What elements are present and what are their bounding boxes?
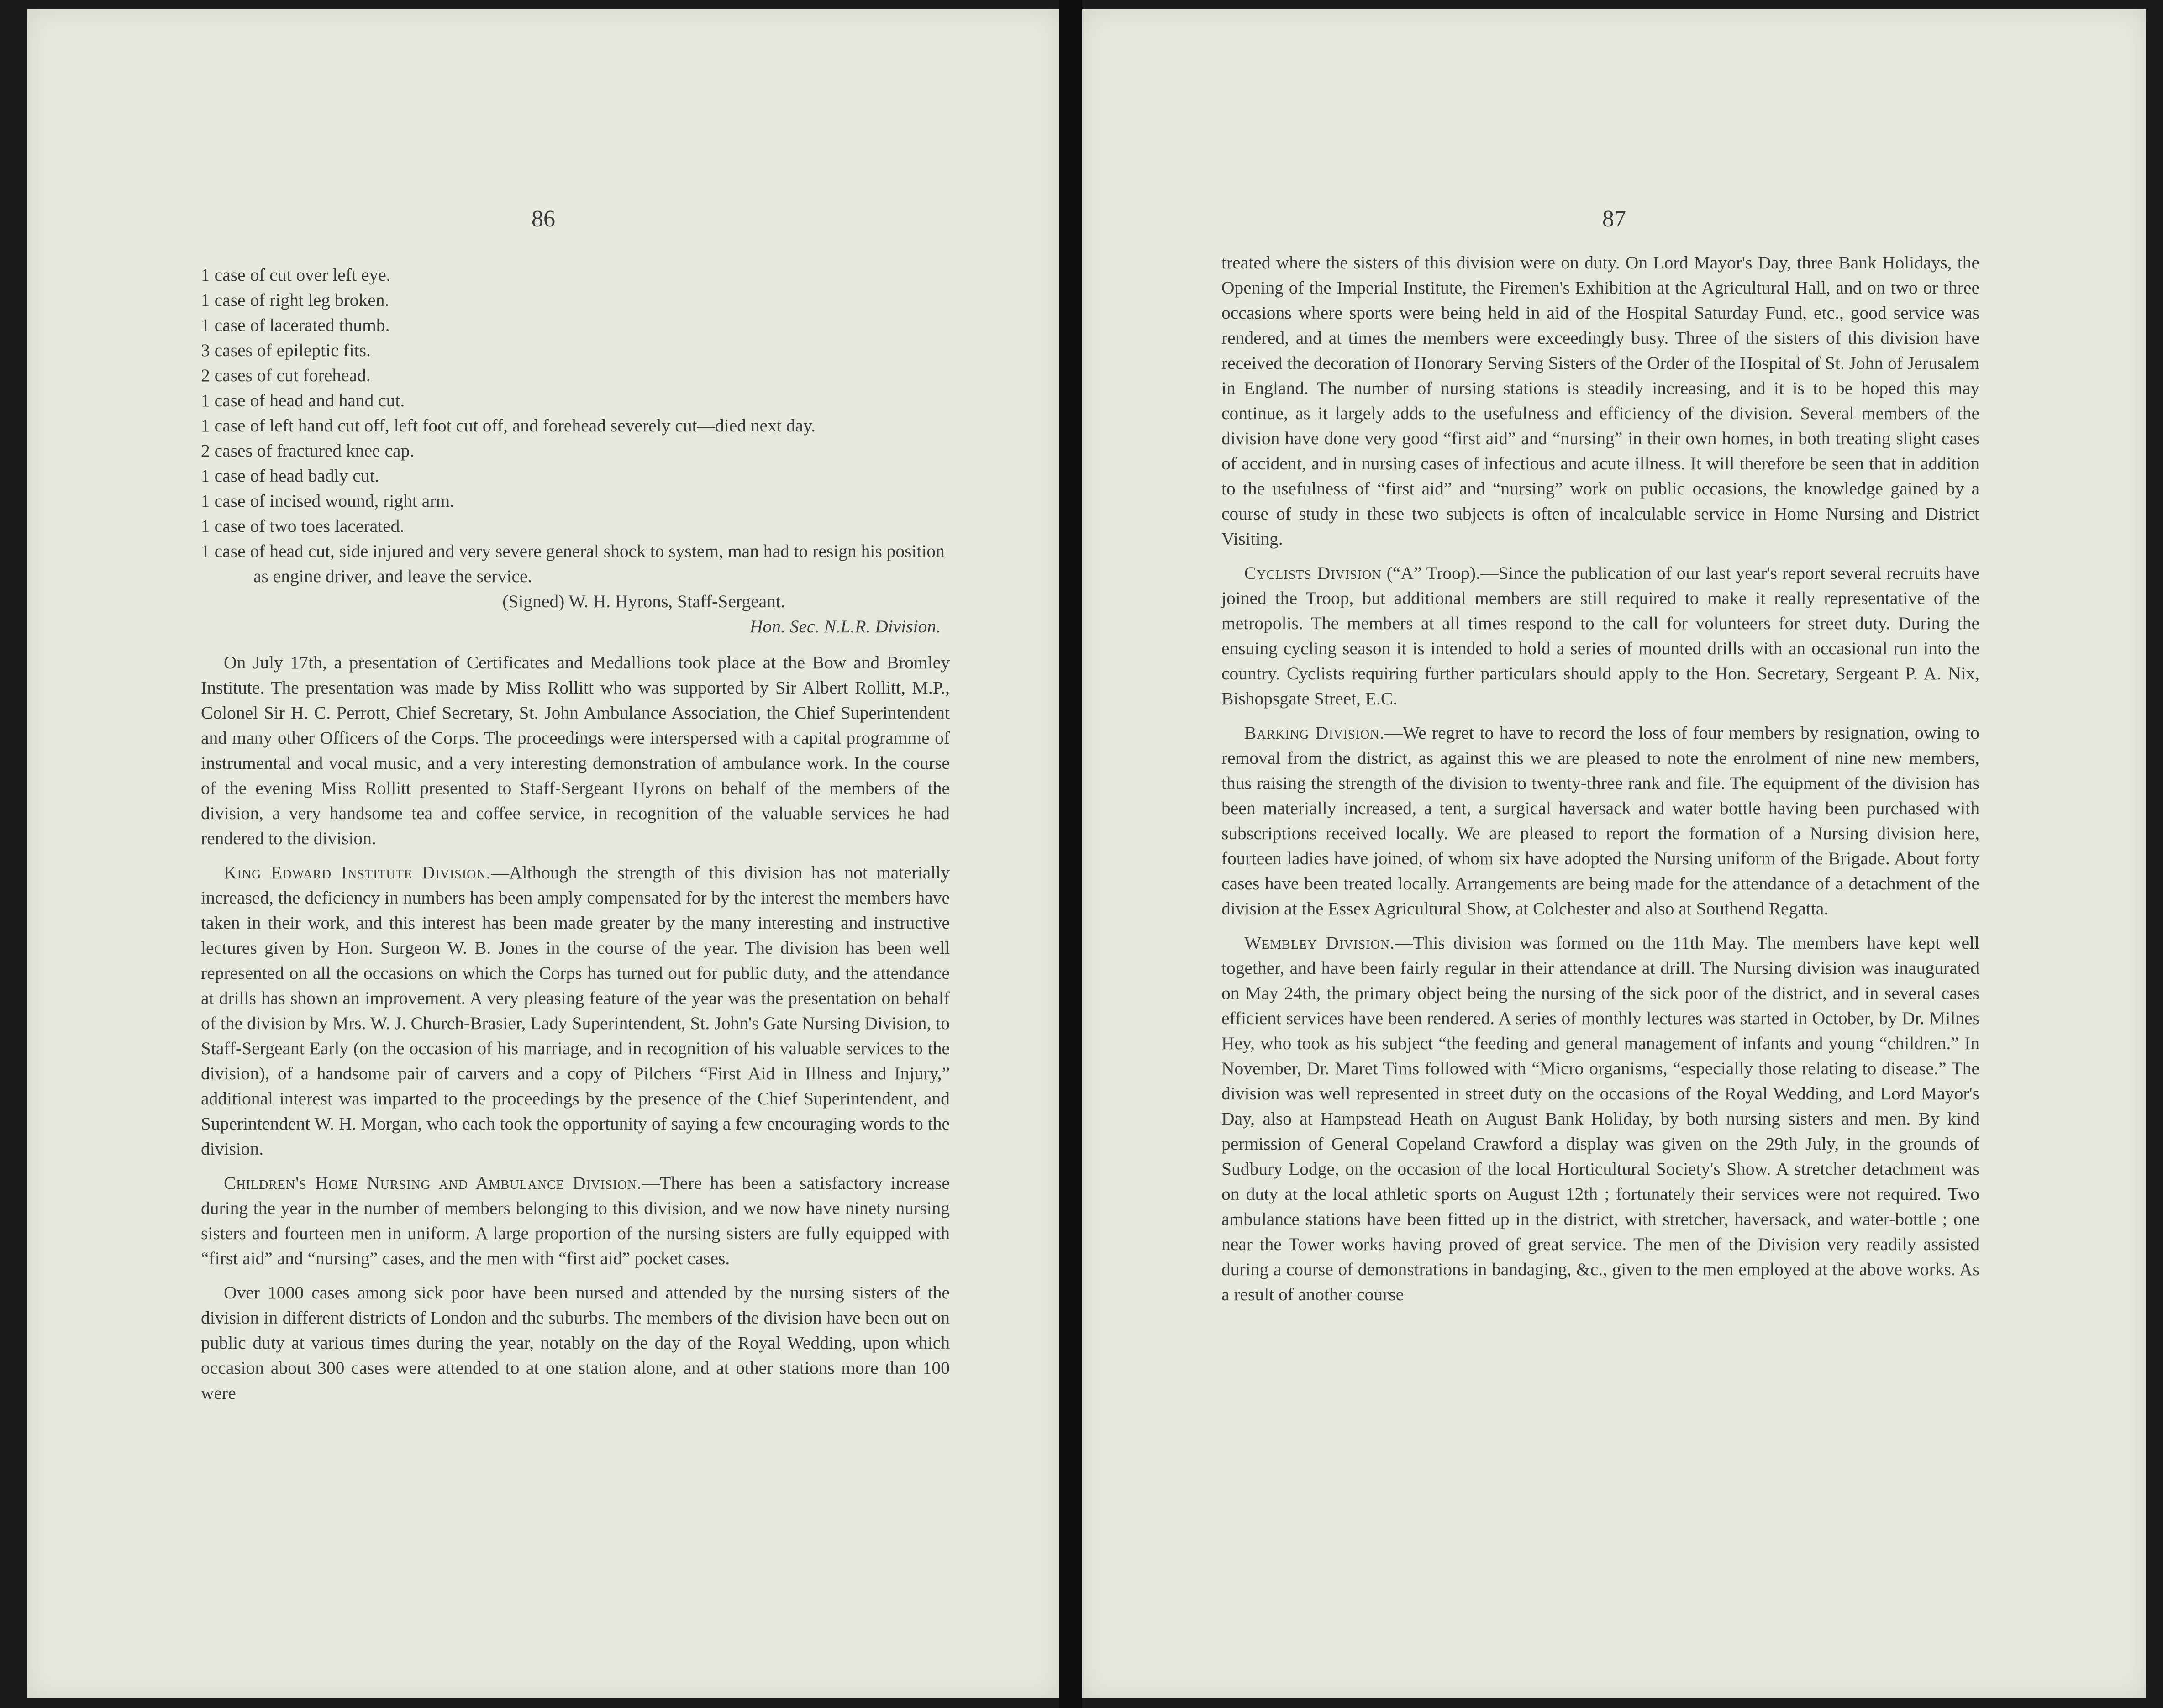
- section-body: (“A” Troop).—Since the publication of our last year's report several recruits have joined the Troop, but additional members are still required to make it really representative of the metropolis. The members at all times respond to the call for volunteers for street duty. During the ensuing cycling season it is intended to hold a series of mounted drills with an occasional run into the country. Cyclists requiring further particulars should apply to the Hon. Secretary, Sergeant P. A. Nix, Bishopsgate Street, E.C.: [1221, 563, 1979, 709]
- case-item: 1 case of lacerated thumb.: [201, 315, 390, 335]
- page-number: 86: [532, 206, 555, 232]
- page-number: 87: [1602, 206, 1626, 232]
- case-item: 1 case of cut over left eye.: [201, 265, 391, 285]
- paragraph-continued: treated where the sisters of this division were on duty. On Lord Mayor's Day, three Bank Holidays, the Opening of the Imperial Institute, the Firemen's Exhibition at the Agricultural Hall, and on two or three occasions where sports were being held in aid of the Hospital Saturday Fund, etc., good service was rendered, and at times the members were exceedingly busy. Three of the sisters of this division have received the decoration of Honorary Serving Sisters of the Order of the Hospital of St. John of Jerusalem in England. The number of nursing stations is steadily increasing, and it is to be hoped this may continue, as it largely adds to the usefulness and efficiency of the division. Several members of the division have done very good “first aid” and “nursing” in their own homes, in both treating slight cases of accident, and in nursing cases of infectious and acute illness. It will therefore be seen that in addition to the usefulness of “first aid” and “nursing” work on public occasions, the knowledge gained by a course of study in these two subjects is often of incalculable service in Home Nursing and District Visiting.: [1221, 252, 1979, 549]
- section-heading: Children's Home Nursing and Ambulance Division.: [224, 1173, 642, 1193]
- signature-title: Hon. Sec. N.L.R. Division.: [749, 616, 941, 636]
- case-item: 1 case of head badly cut.: [201, 466, 379, 486]
- case-item: 3 cases of epileptic fits.: [201, 340, 371, 360]
- case-item: 1 case of two toes lacerated.: [201, 516, 405, 536]
- signature: (Signed) W. H. Hyrons, Staff-Sergeant.: [502, 591, 785, 611]
- paragraph-barking: [1221, 720, 1979, 921]
- right-page: [1082, 9, 2146, 1698]
- left-page: [27, 9, 1059, 1698]
- left-text-column: [201, 263, 950, 1415]
- section-body: —We regret to have to record the loss of four members by resignation, owing to removal from the district, as against this we are pleased to note the enrolment of nine new members, thus raising the strength of the division to twenty-three rank and file. The equipment of the division has been materially increased, a tent, a surgical haversack and water bottle having been purchased with subscriptions received locally. We are pleased to report the formation of a Nursing division here, fourteen ladies have joined, of whom six have adopted the Nursing uniform of the Brigade. About forty cases have been treated locally. Arrangements are being made for the attendance of a detachment of the division at the Essex Agricultural Show, at Colchester and also at Southend Regatta.: [1221, 723, 1980, 919]
- section-body: —Although the strength of this division has not materially increased, the deficiency in numbers has been amply compensated for by the interest the members have taken in their work, and this interest has been made greater by the many interesting and instructive lectures given by Hon. Surgeon W. B. Jones in the course of the year. The division has been well represented on all the occasions on which the Corps has turned out for public duty, and the attendance at drills has shown an improvement. A very pleasing feature of the year was the presentation on behalf of the division by Mrs. W. J. Church-Brasier, Lady Superintendent, St. John's Gate Nursing Division, to Staff-Sergeant Early (on the occasion of his marriage, and in recognition of his valuable services to the division), of a handsome pair of carvers and a copy of Pilchers “First Aid in Illness and Injury,” additional interest was imparted to the proceedings by the presence of the Chief Superintendent, and Superintendent W. H. Morgan, who each took the opportunity of saying a few encouraging words to the division.: [201, 862, 950, 1159]
- book-gutter: [1059, 0, 1082, 1708]
- section-heading: Wembley Division.: [1244, 933, 1395, 953]
- section-heading: Barking Division.: [1244, 723, 1385, 743]
- case-item: 2 cases of fractured knee cap.: [201, 441, 415, 461]
- paragraph-childrens-home: [201, 1171, 950, 1271]
- right-text-column: [1221, 250, 1979, 1316]
- case-item: 1 case of head cut, side injured and very severe general shock to system, man had to resign his position as engine driver, and leave the service.: [201, 541, 945, 586]
- section-heading: King Edward Institute Division.: [224, 862, 491, 883]
- case-item: 1 case of left hand cut off, left foot cut off, and forehead severely cut—died next day.: [201, 415, 816, 436]
- section-body: —This division was formed on the 11th May. The members have kept well together, and have been fairly regular in their attendance at drill. The Nursing division was inaugurated on May 24th, the primary object being the nursing of the sick poor of the district, and in several cases efficient services have been rendered. A series of monthly lectures was started in October, by Dr. Milnes Hey, who took as his subject “the feeding and general management of infants and young “children.” In November, Dr. Maret Tims followed with “Micro organisms, “especially those relating to disease.” The division was well represented in street duty on the occasions of the Royal Wedding, and Lord Mayor's Day, also at Hampstead Heath on August Bank Holiday, by both nursing sisters and men. By kind permission of General Copeland Crawford a display was given on the 29th July, in the grounds of Sudbury Lodge, on the occasion of the local Horticultural Society's Show. A stretcher detachment was on duty at the local athletic sports on August 12th ; fortunately their services were not required. Two ambulance stations have been fitted up in the district, with stretcher, haversack, and water-bottle ; one near the Tower works having proved of great service. The men of the Division very readily assisted during a course of demonstrations in bandaging, &c., given to the men employed at the above works. As a result of another course: [1221, 933, 1979, 1304]
- paragraph-presentation: On July 17th, a presentation of Certificates and Medallions took place at the Bow and Bromley Institute. The presentation was made by Miss Rollitt who was supported by Sir Albert Rollitt, M.P., Colonel Sir H. C. Perrott, Chief Secretary, St. John Ambulance Association, the Chief Superintendent and many other Officers of the Corps. The proceedings were interspersed with a capital programme of instrumental and vocal music, and a very interesting demonstration of ambulance work. In the course of the evening Miss Rollitt presented to Staff-Sergeant Hyrons on behalf of the members of the division, a very handsome tea and coffee service, in recognition of the valuable services he had rendered to the division.: [201, 652, 950, 848]
- paragraph-cyclists: [1221, 561, 1979, 711]
- paragraph-wembley: [1221, 930, 1979, 1307]
- case-item: 1 case of right leg broken.: [201, 290, 389, 310]
- case-list: [201, 263, 950, 589]
- section-body: —There has been a satisfactory increase during the year in the number of members belonging to this division, and we now have ninety nursing sisters and fourteen men in uniform. A large proportion of the nursing sisters are fully equipped with “first aid” and “nursing” cases, and the men with “first aid” pocket cases.: [201, 1173, 950, 1268]
- paragraph-cases-nursed: Over 1000 cases among sick poor have been nursed and attended by the nursing sisters of the division in different districts of London and the suburbs. The members of the division have been out on public duty at various times during the year, notably on the day of the Royal Wedding, upon which occasion about 300 cases were attended to at one station alone, and at other stations more than 100 were: [201, 1282, 950, 1403]
- case-item: 1 case of head and hand cut.: [201, 390, 405, 410]
- case-item: 1 case of incised wound, right arm.: [201, 491, 455, 511]
- section-heading: Cyclists Division: [1244, 563, 1382, 583]
- case-item: 2 cases of cut forehead.: [201, 365, 371, 385]
- paragraph-king-edward: [201, 860, 950, 1161]
